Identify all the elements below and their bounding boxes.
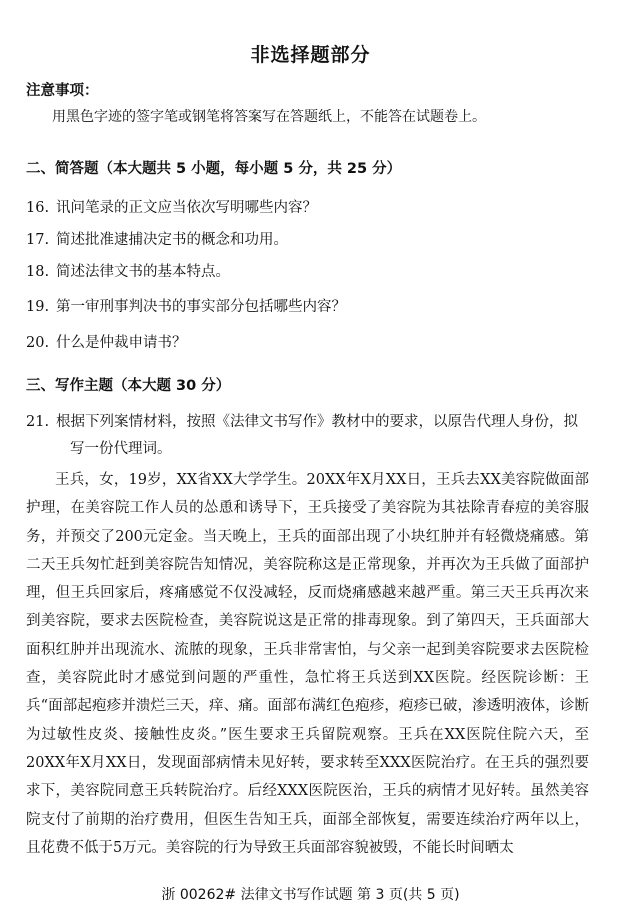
question-number: 18. <box>26 264 50 280</box>
question-text: 什么是仲裁申请书？ <box>56 335 187 351</box>
notice-heading: 注意事项： <box>26 83 99 99</box>
section-2-heading: 二、简答题（本大题共 5 小题，每小题 5 分，共 25 分） <box>26 161 402 177</box>
question-text: 根据下列案情材料，按照《法律文书写作》教材中的要求，以原告代理人身份，拟 <box>56 414 578 430</box>
question-text: 简述批准逮捕决定书的概念和功用。 <box>56 232 288 248</box>
section-3-heading: 三、写作主题（本大题 30 分） <box>26 378 231 394</box>
question-number: 20. <box>26 335 50 351</box>
page-footer: 浙 00262# 法律文书写作试题 第 3 页(共 5 页) <box>161 887 460 903</box>
question-text: 第一审刑事判决书的事实部分包括哪些内容？ <box>56 299 346 315</box>
question-21 <box>26 409 596 463</box>
question-number: 19. <box>26 299 50 315</box>
question-number: 16. <box>26 200 50 216</box>
question-text: 讯问笔录的正文应当依次写明哪些内容？ <box>56 200 317 216</box>
question-text: 简述法律文书的基本特点。 <box>56 264 230 280</box>
page-title: 非选择题部分 <box>250 44 371 66</box>
question-16 <box>26 196 317 217</box>
notice-text: 用黑色字迹的签字笔或钢笔将答案写在答题纸上，不能答在试题卷上。 <box>52 109 486 125</box>
question-18 <box>26 260 230 281</box>
question-21-line-2: 写一份代理词。 <box>70 441 172 457</box>
question-21-line-1 <box>26 409 596 436</box>
question-number: 17. <box>26 232 50 248</box>
question-17 <box>26 228 288 249</box>
question-20 <box>26 331 187 352</box>
case-material-paragraph: 王兵，女，19岁，XX省XX大学学生。20XX年X月XX日，王兵去XX美容院做面部护理，在美容院工作人员的怂恿和诱导下，王兵接受了美容院为其祛除青春痘的美容服务，并预交了200元定金。当天晚上，王兵的面部出现了小块红肿并有轻微烧痛感。第二天王兵匆忙赶到美容院告知情况，美容院称这是正常现象，并再次为王兵做了面部护理，但王兵回家后，疼痛感觉不仅没减轻，反而烧痛感越来越严重。第三天王兵再次来到美容院，要求去医院检查，美容院说这是正常的排毒现象。到了第四天，王兵面部大面积红肿并出现流水、流脓的现象，王兵非常害怕，与父亲一起到美容院要求去医院检查，美容院此时才感觉到问题的严重性，急忙将王兵送到XX医院。经医院诊断：王兵“面部起疱疹并溃烂三天，痒、痛。面部布满红色疱疹，疱疹已破，渗透明液体，诊断为过敏性皮炎、接触性皮炎。”医生要求王兵留院观察。王兵在XX医院住院六天，至20XX年X月XX日，发现面部病情未见好转，要求转至XXX医院治疗。在王兵的强烈要求下，美容院同意王兵转院治疗。后经XXX医院医治，王兵的病情才见好转。虽然美容院支付了前期的治疗费用，但医生告知王兵，面部全部恢复，需要连续治疗两年以上，且花费不低于5万元。美容院的行为导致王兵面部容貌被毁，不能长时间晒太 <box>26 472 589 856</box>
question-19 <box>26 295 346 316</box>
question-number: 21. <box>26 414 50 430</box>
